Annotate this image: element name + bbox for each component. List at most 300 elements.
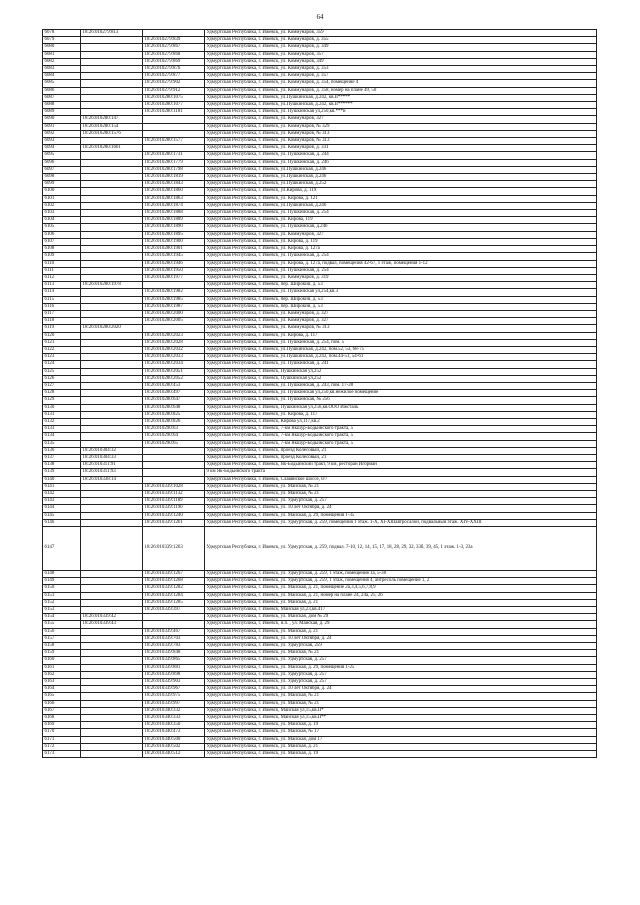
address-cell: Удмуртская Республика, г. Ижевск, ул. Майская, № 21: [205, 483, 597, 490]
land-parcel-number-cell: [81, 483, 143, 490]
row-number-cell: 6118: [43, 318, 81, 325]
address-cell: Удмуртская Республика, г. Ижевск, ул.Пушкинская, д.246: [205, 202, 597, 209]
address-cell: Удмуртская Республика, г. Ижевск, н.п. , ул. Майская, д. 29: [205, 621, 597, 628]
land-parcel-number-cell: [81, 66, 143, 73]
premises-number-cell: [143, 116, 205, 123]
premises-number-cell: 18:26:010279:869: [143, 58, 205, 65]
land-parcel-number-cell: [81, 368, 143, 375]
premises-number-cell: 18:26:010339:881: [143, 664, 205, 671]
land-parcel-number-cell: [81, 44, 143, 51]
land-parcel-number-cell: [81, 628, 143, 635]
address-cell: Удмуртская Республика, г. Ижевск, ул. Коммунаров, д. 357: [205, 73, 597, 80]
table-row: [43, 339, 597, 346]
premises-number-cell: [143, 462, 205, 469]
row-number-cell: 6140: [43, 476, 81, 483]
premises-number-cell: 18:26:010280:1900: [143, 238, 205, 245]
table-row: [43, 599, 597, 606]
premises-number-cell: 18:26:010280:1950: [143, 267, 205, 274]
row-number-cell: 6093: [43, 138, 81, 145]
address-cell: Удмуртская Республика, г. Ижевск, ул. Удмуртская, д. 259, 1 этаж, помещения 4, антресоль помещение 1, 2: [205, 578, 597, 585]
address-cell: Удмуртская Республика, г. Ижевск, ул. Пушкинская, д. 254, пом. 5: [205, 339, 597, 346]
address-cell: Удмуртская Республика, г. Ижевск, ул. Пушкинская, д. 254: [205, 267, 597, 274]
address-cell: Удмуртская Республика, г. Ижевск, ул.Пушкинская, д.246: [205, 166, 597, 173]
land-parcel-number-cell: [81, 512, 143, 519]
land-parcel-number-cell: [81, 354, 143, 361]
row-number-cell: 6111: [43, 267, 81, 274]
table-row: [43, 628, 597, 635]
address-cell: Удмуртская Республика, г. Ижевск, Як-Бодьинский тракт, 9 км, ресторан Игорман: [205, 462, 597, 469]
row-number-cell: 6095: [43, 152, 81, 159]
table-row: [43, 195, 597, 202]
land-parcel-number-cell: [81, 578, 143, 585]
premises-number-cell: 18:26:010280:1077: [143, 102, 205, 109]
land-parcel-number-cell: 18:26:010304:32: [81, 447, 143, 454]
address-cell: Удмуртская Республика, г. Ижевск, ул. Кирова, д. 117: [205, 332, 597, 339]
address-cell: Удмуртская Республика, г. Ижевск, ул. Кирова, д. 121: [205, 195, 597, 202]
address-cell: Удмуртская Республика, г. Ижевск, ул. Пушкинская, № 256: [205, 397, 597, 404]
land-parcel-number-cell: 18:26:010280:2020: [81, 325, 143, 332]
row-number-cell: 6142: [43, 491, 81, 498]
premises-number-cell: 18:26:010280:647: [143, 397, 205, 404]
table-row: [43, 729, 597, 736]
table-row: [43, 571, 597, 578]
land-parcel-number-cell: [81, 339, 143, 346]
address-cell: Удмуртская Республика, г. Ижевск, ул. Удмуртская, д. 257: [205, 657, 597, 664]
land-parcel-number-cell: [81, 671, 143, 678]
premises-number-cell: [143, 130, 205, 137]
table-row: [43, 426, 597, 433]
row-number-cell: 6158: [43, 643, 81, 650]
table-row: [43, 411, 597, 418]
address-cell: Удмуртская Республика, г. Ижевск, ул. Пушкинская, д. 246: [205, 159, 597, 166]
address-cell: Удмуртская Республика, г. Ижевск, ул. Пушкинская, д. 241: [205, 361, 597, 368]
address-cell: Удмуртская Республика, г. Ижевск, ул. 10 лет Октября, д. 24: [205, 686, 597, 693]
premises-number-cell: 18:26:010280:2028: [143, 339, 205, 346]
land-parcel-number-cell: 18:26:010311:93: [81, 469, 143, 476]
table-row: [43, 274, 597, 281]
row-number-cell: 6168: [43, 715, 81, 722]
row-number-cell: 6134: [43, 433, 81, 440]
table-row: [43, 505, 597, 512]
land-parcel-number-cell: [81, 743, 143, 750]
address-cell: Удмуртская Республика, г. Ижевск, 7-км Якшур-Бодьинского тракта, 5: [205, 440, 597, 447]
premises-number-cell: 18:26:010339:1267: [143, 571, 205, 578]
table-row: [43, 736, 597, 743]
land-parcel-number-cell: [81, 382, 143, 389]
page-number: 64: [316, 13, 324, 21]
premises-number-cell: 18:26:010280:1181: [143, 109, 205, 116]
row-number-cell: 6125: [43, 368, 81, 375]
table-row: [43, 751, 597, 758]
address-cell: Удмуртская Республика, г. Ижевск, ул. Коммунаров, 349: [205, 58, 597, 65]
address-cell: Удмуртская Республика, г. Ижевск, ул. Майская, д. 21, номер на плане 24, 24а, 25, 26: [205, 592, 597, 599]
table-row: [43, 397, 597, 404]
address-cell: Удмуртская Республика, г. Ижевск, 7-км Якшур-Бодьинского тракта, 5: [205, 426, 597, 433]
row-number-cell: 6153: [43, 607, 81, 614]
land-parcel-number-cell: 18:26:010280:154: [81, 123, 143, 130]
premises-number-cell: [143, 282, 205, 289]
land-parcel-number-cell: [81, 411, 143, 418]
land-parcel-number-cell: [81, 715, 143, 722]
land-parcel-number-cell: [81, 498, 143, 505]
land-parcel-number-cell: [81, 37, 143, 44]
row-number-cell: 6083: [43, 66, 81, 73]
address-cell: Удмуртская Республика, г. Ижевск, Славянское шоссе, 0/7: [205, 476, 597, 483]
row-number-cell: 6081: [43, 51, 81, 58]
row-number-cell: 6109: [43, 253, 81, 260]
land-parcel-number-cell: [81, 751, 143, 758]
land-parcel-number-cell: 18:26:010304:33: [81, 454, 143, 461]
premises-number-cell: 18:26:010279:877: [143, 73, 205, 80]
table-row: [43, 310, 597, 317]
premises-number-cell: 18:26:010280:1945: [143, 253, 205, 260]
table-row: [43, 491, 597, 498]
address-cell: Удмуртская Республика, г. Ижевск, ул. Коммунаров, д. 319: [205, 274, 597, 281]
table-row: [43, 671, 597, 678]
land-parcel-number-cell: [81, 397, 143, 404]
table-row: [43, 700, 597, 707]
land-parcel-number-cell: [81, 686, 143, 693]
premises-number-cell: 18:26:010339:1028: [143, 483, 205, 490]
premises-number-cell: [143, 476, 205, 483]
address-cell: Удмуртская Республика, г. Ижевск, ул. Коммунаров, д. 331: [205, 145, 597, 152]
land-parcel-number-cell: [81, 138, 143, 145]
address-cell: Удмуртская Республика, г. Ижевск, ул. Коммунаров, № 313: [205, 130, 597, 137]
premises-number-cell: 18:26:010339:967: [143, 686, 205, 693]
table-row: [43, 635, 597, 642]
address-cell: Удмуртская Республика, г. Ижевск, ул. Удмуртская, д. 259, 1 этаж, помещения 1а, 5-38: [205, 571, 597, 578]
land-parcel-number-cell: [81, 679, 143, 686]
address-cell: Удмуртская Республика, г. Ижевск, ул. Майская, дом № 29: [205, 614, 597, 621]
address-cell: Удмуртская Республика, г. Ижевск, ул. Кирова, д. 127а: [205, 246, 597, 253]
premises-number-cell: 18:26:010339:1285: [143, 599, 205, 606]
address-cell: Удмуртская Республика, г. Ижевск, Пушкинская ул,252: [205, 368, 597, 375]
table-row: [43, 303, 597, 310]
premises-number-cell: 18:26:010280:2032: [143, 346, 205, 353]
address-cell: Удмуртская Республика, г. Ижевск, ул. Удмуртская, д. 257: [205, 498, 597, 505]
land-parcel-number-cell: [81, 571, 143, 578]
land-parcel-number-cell: [81, 607, 143, 614]
table-row: [43, 238, 597, 245]
premises-number-cell: 18:26:010339:975: [143, 693, 205, 700]
premises-number-cell: 18:26:010280:1889: [143, 217, 205, 224]
row-number-cell: 6113: [43, 282, 81, 289]
premises-number-cell: 18:26:010280:2034: [143, 361, 205, 368]
row-number-cell: 6105: [43, 224, 81, 231]
address-cell: Удмуртская Республика, г. Ижевск, ул. Коммунаров, 327: [205, 116, 597, 123]
land-parcel-number-cell: [81, 181, 143, 188]
address-cell: Удмуртская Республика, г. Ижевск, ул. Коммунаров, 359: [205, 30, 597, 37]
land-parcel-number-cell: [81, 195, 143, 202]
row-number-cell: 6137: [43, 454, 81, 461]
land-parcel-number-cell: [81, 505, 143, 512]
table-row: [43, 693, 597, 700]
land-parcel-number-cell: 18:26:010280:147: [81, 116, 143, 123]
table-row: [43, 325, 597, 332]
address-cell: Удмуртская Республика, г. Ижевск, ул. Пушкинская, д. 254: [205, 210, 597, 217]
row-number-cell: 6166: [43, 700, 81, 707]
premises-number-cell: 18:26:010280:1901: [143, 246, 205, 253]
premises-number-cell: 18:26:010280:2005: [143, 318, 205, 325]
row-number-cell: 6135: [43, 440, 81, 447]
table-row: [43, 614, 597, 621]
row-number-cell: 6170: [43, 729, 81, 736]
address-cell: Удмуртская Республика, г. Ижевск, ул. Удмуртская, д. 257: [205, 679, 597, 686]
premises-number-cell: 18:26:010340:350: [143, 722, 205, 729]
land-parcel-number-cell: [81, 217, 143, 224]
land-parcel-number-cell: [81, 267, 143, 274]
land-parcel-number-cell: [81, 736, 143, 743]
land-parcel-number-cell: [81, 650, 143, 657]
address-cell: Удмуртская Республика, г. Ижевск, ул. Пушкинская ул,250,кв.***н: [205, 109, 597, 116]
address-cell: Удмуртская Республика, г. Ижевск, Пушкинская ул,256,кв.ООО Ижсталь: [205, 404, 597, 411]
table-row: [43, 246, 597, 253]
land-parcel-number-cell: [81, 585, 143, 592]
table-row: [43, 289, 597, 296]
address-cell: Удмуртская Республика, г. Ижевск, ул. Майская, № 21: [205, 491, 597, 498]
address-cell: Удмуртская Республика, г. Ижевск, ул.Пушкинская, д.246: [205, 174, 597, 181]
address-cell: Удмуртская Республика, г. Ижевск, ул. Майская, № 21: [205, 650, 597, 657]
address-cell: Удмуртская Республика, г. Ижевск, ул. Коммунаров, д. 349: [205, 44, 597, 51]
table-row: [43, 166, 597, 173]
table-row: [43, 454, 597, 461]
land-parcel-number-cell: 18:26:010279:813: [81, 30, 143, 37]
table-row: [43, 58, 597, 65]
row-number-cell: 6150: [43, 585, 81, 592]
row-number-cell: 6129: [43, 397, 81, 404]
row-number-cell: 6088: [43, 102, 81, 109]
table-row: [43, 743, 597, 750]
table-row: [43, 94, 597, 101]
premises-number-cell: 18:26:010290:64: [143, 433, 205, 440]
land-parcel-number-cell: [81, 231, 143, 238]
land-parcel-number-cell: [81, 491, 143, 498]
table-row: [43, 512, 597, 519]
row-number-cell: 6099: [43, 181, 81, 188]
premises-number-cell: 18:26:010339:783: [143, 643, 205, 650]
address-cell: Удмуртская Республика, г. Ижевск, ул. Пушкинская, д.246: [205, 224, 597, 231]
row-number-cell: 6130: [43, 404, 81, 411]
land-parcel-number-cell: [81, 224, 143, 231]
land-parcel-number-cell: [81, 80, 143, 87]
address-cell: Удмуртская Республика, г. Ижевск, Пушкинская ул,252: [205, 375, 597, 382]
table-row: [43, 296, 597, 303]
address-cell: Удмуртская Республика, г. Ижевск, ул. Удмуртская, 259: [205, 643, 597, 650]
land-parcel-number-cell: [81, 289, 143, 296]
row-number-cell: 6152: [43, 599, 81, 606]
premises-number-cell: 18:26:010279:912: [143, 87, 205, 94]
land-parcel-number-cell: [81, 188, 143, 195]
address-cell: Удмуртская Республика, г. Ижевск, ул. Майская, № 21: [205, 693, 597, 700]
address-cell: Удмуртская Республика, г. Ижевск, Майская ул,15,кв.II**: [205, 715, 597, 722]
land-parcel-number-cell: 18:26:010339:42: [81, 614, 143, 621]
address-cell: Удмуртская Республика, г. Ижевск, ул. Коммунаров, д. 353: [205, 66, 597, 73]
table-row: [43, 722, 597, 729]
land-parcel-number-cell: [81, 527, 143, 571]
row-number-cell: 6132: [43, 418, 81, 425]
premises-number-cell: 18:26:010340:333: [143, 715, 205, 722]
land-parcel-number-cell: [81, 51, 143, 58]
row-number-cell: 6110: [43, 260, 81, 267]
land-parcel-number-cell: [81, 592, 143, 599]
table-row: [43, 318, 597, 325]
address-cell: Удмуртская Республика, г. Ижевск, ул. Майская, дом 17: [205, 736, 597, 743]
address-cell: Удмуртская Республика, г. Ижевск, Майская ул,15,кв.II*: [205, 707, 597, 714]
premises-number-cell: [143, 325, 205, 332]
address-cell: Удмуртская Республика, г. Ижевск, ул.Пушкинская, д.242, кв.II******: [205, 102, 597, 109]
address-cell: Удмуртская Республика, г. Ижевск, ул. Майская, д. 21: [205, 599, 597, 606]
table-row: [43, 80, 597, 87]
premises-number-cell: 18:26:010280:1798: [143, 166, 205, 173]
land-parcel-number-cell: [81, 152, 143, 159]
table-row: [43, 267, 597, 274]
premises-number-cell: 18:26:010279:839: [143, 37, 205, 44]
address-cell: Удмуртская Республика, г. Ижевск, ул. Кирова, 119: [205, 217, 597, 224]
row-number-cell: 6097: [43, 166, 81, 173]
premises-number-cell: 18:26:010339:703: [143, 635, 205, 642]
row-number-cell: 6131: [43, 411, 81, 418]
table-row: [43, 202, 597, 209]
row-number-cell: 6123: [43, 354, 81, 361]
land-parcel-number-cell: 18:26:010338:14: [81, 476, 143, 483]
table-row: [43, 73, 597, 80]
premises-number-cell: 18:26:010280:1946: [143, 260, 205, 267]
premises-number-cell: [143, 30, 205, 37]
premises-number-cell: 18:26:010290:65: [143, 440, 205, 447]
land-parcel-number-cell: [81, 210, 143, 217]
premises-number-cell: 18:26:010280:1860: [143, 188, 205, 195]
land-parcel-number-cell: [81, 159, 143, 166]
row-number-cell: 6151: [43, 592, 81, 599]
premises-number-cell: [143, 145, 205, 152]
row-number-cell: 6163: [43, 679, 81, 686]
address-cell: Удмуртская Республика, г. Ижевск, ул. Коммунаров, 357: [205, 51, 597, 58]
premises-number-cell: 18:26:010340:473: [143, 729, 205, 736]
address-cell: Удмуртская Республика, г. Ижевск, ул. Удмуртская, д. 259, помещения 1 этаж. 1-Х, XI-XIIIавтросалон, подвальный этаж. XIV-XXIII: [205, 519, 597, 526]
land-parcel-number-cell: [81, 635, 143, 642]
address-cell: Удмуртская Республика, г. Ижевск, ул. Коммунаров, д. 354, помещение 4: [205, 80, 597, 87]
property-registry-table: [42, 29, 597, 758]
address-cell: Удмуртская Республика, г. Ижевск, ул. Коммунаров, № 313: [205, 325, 597, 332]
table-row: [43, 657, 597, 664]
row-number-cell: 6086: [43, 87, 81, 94]
premises-number-cell: [143, 614, 205, 621]
row-number-cell: 6138: [43, 462, 81, 469]
address-cell: Удмуртская Республика, г. Ижевск, ул. Майская, д. 29, помещения 1-35: [205, 512, 597, 519]
address-cell: Удмуртская Республика, г. Ижевск, ул. Удмуртская, д. 259, подвал. 7-10, 12, 14, 15, 17, 18, 28, 29, 32, 33б, 39, 45, 1 этаж. 1-3, 23а: [205, 527, 597, 571]
row-number-cell: 6101: [43, 195, 81, 202]
table-row: [43, 174, 597, 181]
address-cell: Удмуртская Республика, г. Ижевск, Кирова ул,117,кв.2: [205, 418, 597, 425]
table-row: [43, 585, 597, 592]
address-cell: Удмуртская Республика, г. Ижевск, ул. Кирова, д. 117: [205, 411, 597, 418]
premises-number-cell: 18:26:010280:648: [143, 404, 205, 411]
row-number-cell: 6080: [43, 44, 81, 51]
row-number-cell: 6117: [43, 310, 81, 317]
registry-table-body: [43, 30, 597, 758]
address-cell: Удмуртская Республика, г. Ижевск, ул. Коммунаров, № 329: [205, 123, 597, 130]
table-row: [43, 130, 597, 137]
table-row: [43, 519, 597, 526]
row-number-cell: 6091: [43, 123, 81, 130]
premises-number-cell: 18:26:010339:1261: [143, 519, 205, 526]
row-number-cell: 6098: [43, 174, 81, 181]
land-parcel-number-cell: [81, 318, 143, 325]
land-parcel-number-cell: [81, 260, 143, 267]
premises-number-cell: [143, 469, 205, 476]
row-number-cell: 6161: [43, 664, 81, 671]
row-number-cell: 6106: [43, 231, 81, 238]
table-row: [43, 686, 597, 693]
table-row: [43, 368, 597, 375]
land-parcel-number-cell: [81, 174, 143, 181]
address-cell: Удмуртская Республика, г. Ижевск, ул. Майская, № 17: [205, 729, 597, 736]
row-number-cell: 6100: [43, 188, 81, 195]
premises-number-cell: 18:26:010339:1189: [143, 498, 205, 505]
premises-number-cell: 18:26:010339:397: [143, 607, 205, 614]
row-number-cell: 6128: [43, 390, 81, 397]
row-number-cell: 6122: [43, 346, 81, 353]
table-row: [43, 462, 597, 469]
premises-number-cell: [143, 454, 205, 461]
table-row: [43, 152, 597, 159]
table-row: [43, 30, 597, 37]
land-parcel-number-cell: [81, 519, 143, 526]
row-number-cell: 6084: [43, 73, 81, 80]
land-parcel-number-cell: [81, 404, 143, 411]
row-number-cell: 6173: [43, 751, 81, 758]
address-cell: Удмуртская Республика, г. Ижевск, ул. Майская, д. 21: [205, 628, 597, 635]
address-cell: Удмуртская Республика, г. Ижевск, ул. Пушкинская ул,254,кв.3: [205, 289, 597, 296]
table-row: [43, 210, 597, 217]
address-cell: Удмуртская Республика, г. Ижевск, ул. Кирова, д. 119: [205, 238, 597, 245]
table-row: [43, 447, 597, 454]
land-parcel-number-cell: [81, 94, 143, 101]
row-number-cell: 6149: [43, 578, 81, 585]
row-number-cell: 6112: [43, 274, 81, 281]
premises-number-cell: 18:26:010280:2052: [143, 375, 205, 382]
table-row: [43, 354, 597, 361]
land-parcel-number-cell: [81, 109, 143, 116]
row-number-cell: 6119: [43, 325, 81, 332]
row-number-cell: 6096: [43, 159, 81, 166]
row-number-cell: 6159: [43, 650, 81, 657]
land-parcel-number-cell: [81, 707, 143, 714]
land-parcel-number-cell: [81, 693, 143, 700]
table-row: [43, 361, 597, 368]
premises-number-cell: 18:26:010339:467: [143, 628, 205, 635]
address-cell: Удмуртская Республика, г. Ижевск, ул. Пушкинская, д. 244: [205, 152, 597, 159]
land-parcel-number-cell: [81, 303, 143, 310]
row-number-cell: 6082: [43, 58, 81, 65]
row-number-cell: 6102: [43, 202, 81, 209]
premises-number-cell: 18:26:010339:1263: [143, 527, 205, 571]
table-row: [43, 382, 597, 389]
table-row: [43, 650, 597, 657]
table-row: [43, 469, 597, 476]
land-parcel-number-cell: [81, 274, 143, 281]
table-row: [43, 159, 597, 166]
row-number-cell: 6127: [43, 382, 81, 389]
row-number-cell: 6144: [43, 505, 81, 512]
table-row: [43, 51, 597, 58]
land-parcel-number-cell: [81, 296, 143, 303]
table-row: [43, 181, 597, 188]
address-cell: Удмуртская Республика, г. Ижевск, ул.Пушкинская, д.242, кв.II*****: [205, 94, 597, 101]
table-row: [43, 138, 597, 145]
table-row: [43, 592, 597, 599]
land-parcel-number-cell: 18:26:010280:1576: [81, 130, 143, 137]
